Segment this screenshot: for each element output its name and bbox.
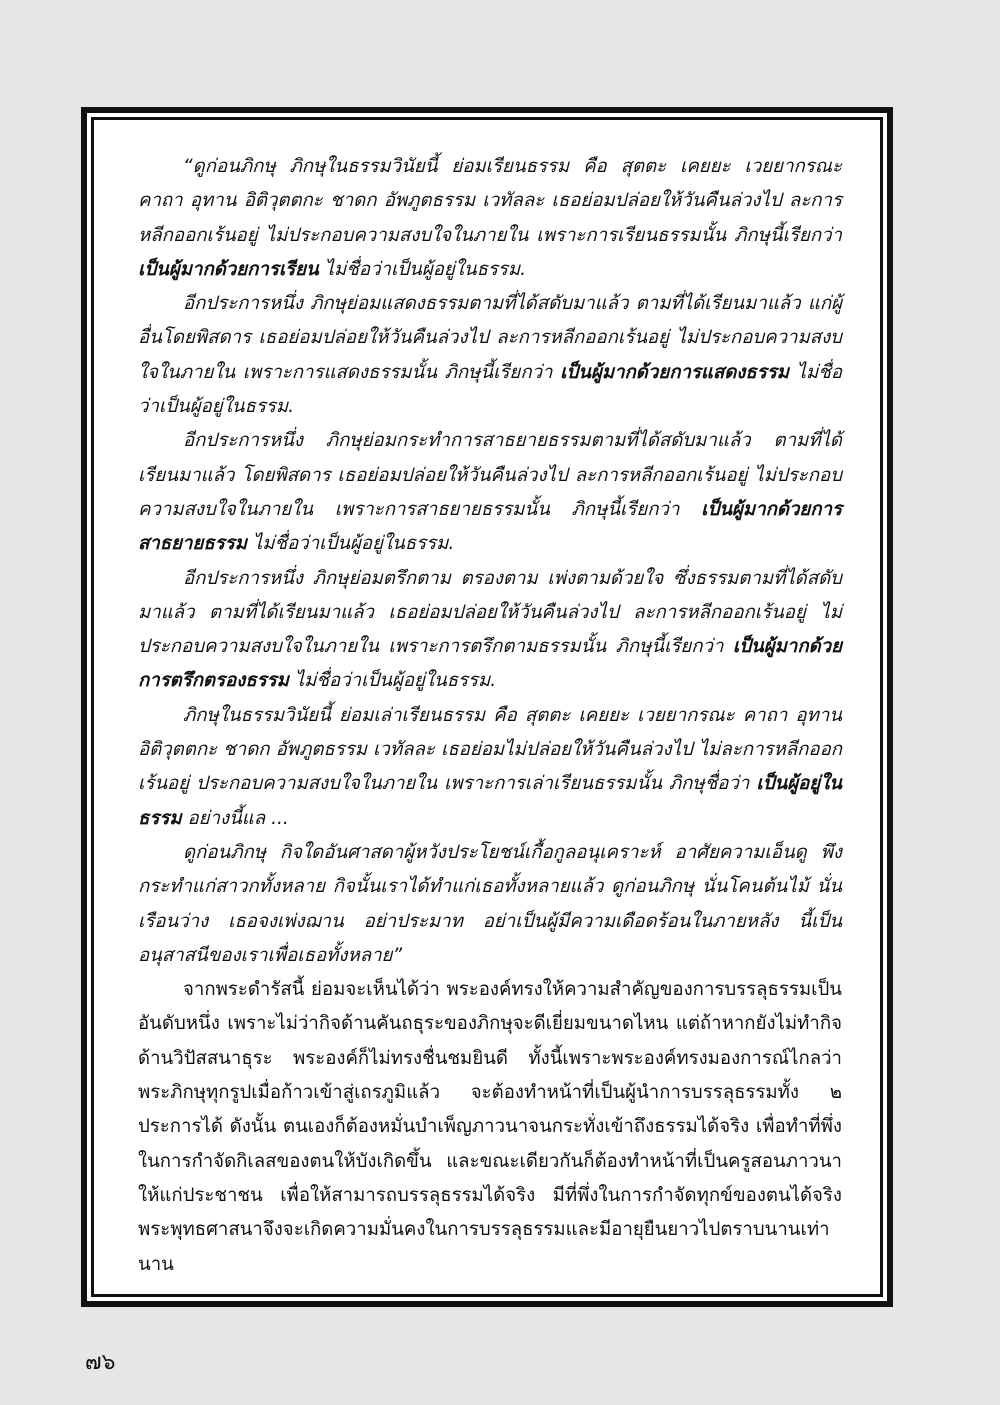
- bold-phrase: เป็นผู้มากด้วยการแสดงธรรม: [560, 361, 789, 383]
- quote-paragraph: ดูก่อนภิกษุ กิจใดอันศาสดาผู้หวังประโยชน์เกื้อกูลอนุเคราะห์ อาศัยความเอ็นดู พึงกระทำแก่สาวกทั้งหลาย กิจนั้นเราได้ทำแก่เธอทั้งหลายแล้ว ดูก่อนภิกษุ นั่นโคนต้นไม้ นั่นเรือนว่าง เธอจงเพ่งฌาน อย่าประมาท อย่าเป็นผู้มีความเดือดร้อนในภายหลัง นี้เป็นอนุสาสนีของเราเพื่อเธอทั้งหลาย”: [138, 841, 842, 966]
- bold-phrase: เป็นผู้อยู่ในธรรม: [138, 773, 842, 829]
- buddha-quote: [138, 150, 842, 973]
- quote-paragraph: “ดูก่อนภิกษุ ภิกษุในธรรมวินัยนี้ ย่อมเรียนธรรม คือ สุตตะ เคยยะ เวยยากรณะ คาถา อุทาน อิติวุตตกะ ชาดก อัพภูตธรรม เวทัลละ เธอย่อมปล่อยให้วันคืนล่วงไป ละการหลีกออกเร้นอยู่ ไม่ประกอบความสงบใจในภายใน เพราะการเรียนธรรมนั้น ภิกษุนี้เรียกว่า เป็นผู้มากด้วยการเรียน ไม่ชื่อว่าเป็นผู้อยู่ในธรรม.: [138, 156, 842, 280]
- bold-phrase: เป็นผู้มากด้วยการเรียน: [138, 258, 319, 280]
- quote-paragraph: อีกประการหนึ่ง ภิกษุย่อมแสดงธรรมตามที่ได้สดับมาแล้ว ตามที่ได้เรียนมาแล้ว แก่ผู้อื่นโดยพิสดาร เธอย่อมปล่อยให้วันคืนล่วงไป ละการหลีกออกเร้นอยู่ ไม่ประกอบความสงบใจในภายใน เพราะการแสดงธรรมนั้น ภิกษุนี้เรียกว่า เป็นผู้มากด้วยการแสดงธรรม ไม่ชื่อว่าเป็นผู้อยู่ในธรรม.: [138, 293, 842, 418]
- commentary-paragraph: จากพระดำรัสนี้ ย่อมจะเห็นได้ว่า พระองค์ทรงให้ความสำคัญของการบรรลุธรรมเป็นอันดับหนึ่ง เพราะไม่ว่ากิจด้านคันถธุระของภิกษุจะดีเยี่ยมขนาดไหน แต่ถ้าหากยังไม่ทำกิจด้านวิปัสสนาธุระ พระองค์ก็ไม่ทรงชื่นชมยินดี ทั้งนี้เพราะพระองค์ทรงมองการณ์ไกลว่าพระภิกษุทุกรูปเมื่อก้าวเข้าสู่เถรภูมิแล้ว จะต้องทำหน้าที่เป็นผู้นำการบรรลุธรรมทั้ง ๒ ประการได้ ดังนั้น ตนเองก็ต้องหมั่นบำเพ็ญภาวนาจนกระทั่งเข้าถึงธรรมได้จริง เพื่อทำที่พึ่งในการกำจัดกิเลสของตนให้บังเกิดขึ้น และขณะเดียวกันก็ต้องทำหน้าที่เป็นครูสอนภาวนาให้แก่ประชาชน เพื่อให้สามารถบรรลุธรรมได้จริง มีที่พึ่งในการกำจัดทุกข์ของตนได้จริง พระพุทธศาสนาจึงจะเกิดความมั่นคงในการบรรลุธรรมและมีอายุยืนยาวไปตราบนานเท่านาน: [138, 979, 842, 1275]
- quote-paragraph: อีกประการหนึ่ง ภิกษุย่อมตรึกตาม ตรองตาม เพ่งตามด้วยใจ ซึ่งธรรมตามที่ได้สดับมาแล้ว ตามที่ได้เรียนมาแล้ว เธอย่อมปล่อยให้วันคืนล่วงไป ละการหลีกออกเร้นอยู่ ไม่ประกอบความสงบใจในภายใน เพราะการตรึกตามธรรมนั้น ภิกษุนี้เรียกว่า เป็นผู้มากด้วยการตรึกตรองธรรม ไม่ชื่อว่าเป็นผู้อยู่ในธรรม.: [138, 567, 842, 692]
- bold-phrase: เป็นผู้มากด้วยการตรึกตรองธรรม: [138, 636, 842, 692]
- quote-paragraph: อีกประการหนึ่ง ภิกษุย่อมกระทำการสาธยายธรรมตามที่ได้สดับมาแล้ว ตามที่ได้เรียนมาแล้ว โดยพิสดาร เธอย่อมปล่อยให้วันคืนล่วงไป ละการหลีกออกเร้นอยู่ ไม่ประกอบความสงบใจในภายใน เพราะการสาธยายธรรมนั้น ภิกษุนี้เรียกว่า เป็นผู้มากด้วยการสาธยายธรรม ไม่ชื่อว่าเป็นผู้อยู่ในธรรม.: [138, 430, 842, 555]
- page-number: ๗๖: [85, 1350, 116, 1375]
- bold-phrase: เป็นผู้มากด้วยการสาธยายธรรม: [138, 498, 842, 555]
- quote-paragraph: ภิกษุในธรรมวินัยนี้ ย่อมเล่าเรียนธรรม คือ สุตตะ เคยยะ เวยยากรณะ คาถา อุทาน อิติวุตตกะ ชาดก อัพภูตธรรม เวทัลละ เธอย่อมไม่ปล่อยให้วันคืนล่วงไป ไม่ละการหลีกออกเร้นอยู่ ประกอบความสงบใจในภายใน เพราะการเล่าเรียนธรรมนั้น ภิกษุชื่อว่า เป็นผู้อยู่ในธรรม อย่างนี้แล ...: [138, 704, 842, 829]
- body-text: [138, 150, 842, 1282]
